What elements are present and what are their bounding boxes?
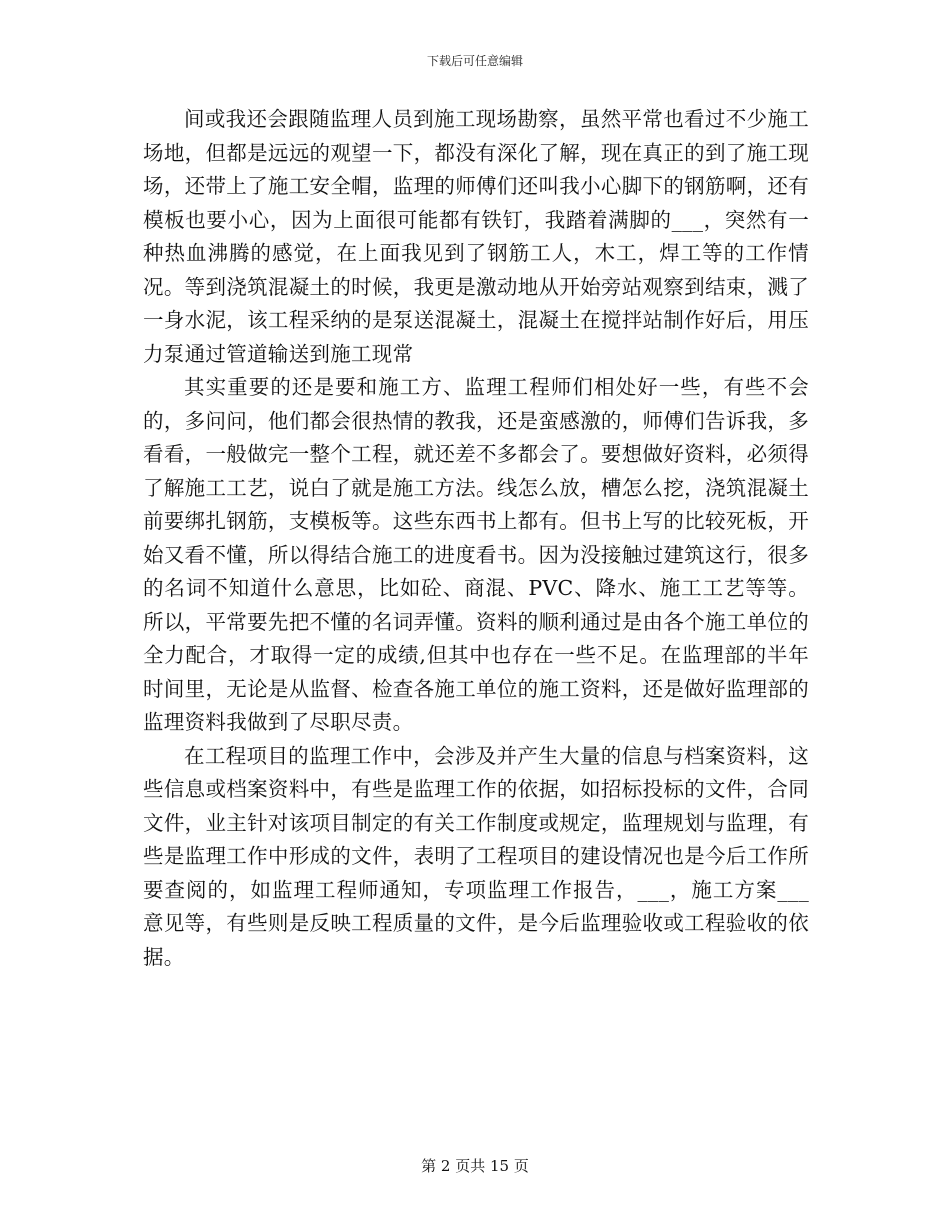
paragraph-working-relations: 其实重要的还是要和施工方、监理工程师们相处好一些，有些不会的，多问问，他们都会很热情的教我，还是蛮感激的，师傅们告诉我，多看看，一般做完一整个工程，就还差不多都会了。要想做好资料，必须得了解施工工艺，说白了就是施工方法。线怎么放，槽怎么挖，浇筑混凝土前要绑扎钢筋，支模板等。这些东西书上都有。但书上写的比较死板，开始又看不懂，所以得结合施工的进度看书。因为没接触过建筑这行，很多的名词不知道什么意思，比如砼、商混、PVC、降水、施工工艺等等。所以，平常要先把不懂的名词弄懂。资料的顺利通过是由各个施工单位的全力配合，才取得一定的成绩,但其中也存在一些不足。在监理部的半年时间里，无论是从监督、检查各施工单位的施工资料，还是做好监理部的监理资料我做到了尽职尽责。 — [143, 375, 809, 734]
paragraph-site-inspection: 间或我还会跟随监理人员到施工现场勘察，虽然平常也看过不少施工场地，但都是远远的观望一下，都没有深化了解，现在真正的到了施工现场，还带上了施工安全帽，监理的师傅们还叫我小心脚下的钢筋啊，还有模板也要小心，因为上面很可能都有铁钉，我踏着满脚的___，突然有一种热血沸腾的感觉，在上面我见到了钢筋工人，木工，焊工等的工作情况。等到浇筑混凝土的时候，我更是激动地从开始旁站观察到结束，溅了一身水泥，该工程采纳的是泵送混凝土，混凝土在搅拌站制作好后，用压力泵通过管道输送到施工现常 — [143, 107, 809, 366]
page-header: 下载后可任意编辑 — [426, 54, 523, 68]
page-number: 第 2 页共 15 页 — [421, 1157, 529, 1175]
document-body — [143, 103, 809, 974]
paragraph-information-archives: 在工程项目的监理工作中，会涉及并产生大量的信息与档案资料，这些信息或档案资料中，有些是监理工作的依据，如招标投标的文件，合同文件，业主针对该项目制定的有关工作制度或规定，监理规划与监理，有些是监理工作中形成的文件，表明了工程项目的建设情况也是今后工作所要查阅的，如监理工程师通知，专项监理工作报告，___，施工方案___意见等，有些则是反映工程质量的文件，是今后监理验收或工程验收的依据。 — [143, 743, 809, 969]
